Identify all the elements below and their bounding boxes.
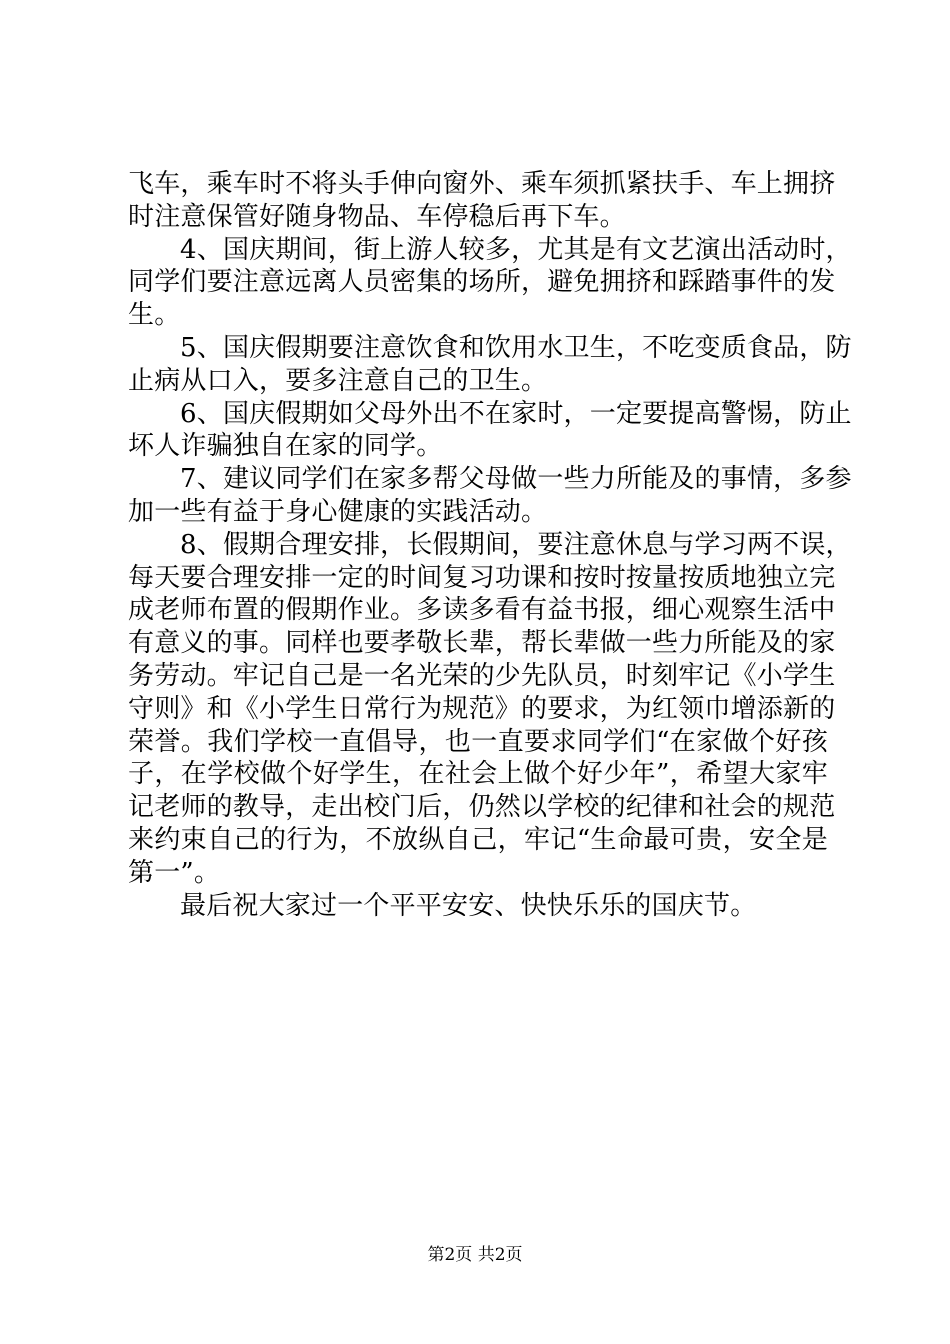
page-footer — [0, 1244, 950, 1266]
text-line: 止病从口入，要多注意自己的卫生。 — [128, 365, 548, 396]
text-line: 8、假期合理安排，长假期间，要注意休息与学习两不误， — [180, 529, 852, 560]
text-line: 加一些有益于身心健康的实践活动。 — [128, 496, 548, 527]
document-body — [128, 168, 852, 922]
text-line: 坏人诈骗独自在家的同学。 — [128, 431, 443, 462]
text-line: 记老师的教导，走出校门后，仍然以学校的纪律和社会的规范 — [128, 792, 836, 823]
text-line: 第一”。 — [128, 857, 221, 888]
text-line: 守则》和《小学生日常行为规范》的要求，为红领巾增添新的 — [128, 693, 836, 724]
text-line: 6、国庆假期如父母外出不在家时，一定要提高警惕，防止 — [180, 398, 852, 429]
paragraph — [128, 463, 852, 529]
paragraph — [128, 168, 836, 234]
text-line: 同学们要注意远离人员密集的场所，避免拥挤和踩踏事件的发 — [128, 267, 836, 298]
paragraph — [128, 890, 828, 923]
text-line: 5、国庆假期要注意饮食和饮用水卫生，不吃变质食品，防 — [180, 332, 852, 363]
page-number: 第2页 共2页 — [427, 1245, 523, 1265]
text-line: 有意义的事。同样也要孝敬长辈，帮长辈做一些力所能及的家 — [128, 628, 836, 659]
text-line: 荣誉。我们学校一直倡导，也一直要求同学们“在家做个好孩 — [128, 726, 828, 757]
text-line: 生。 — [128, 300, 181, 331]
paragraph — [128, 398, 852, 464]
text-line: 务劳动。牢记自己是一名光荣的少先队员，时刻牢记《小学生 — [128, 660, 836, 691]
text-line: 子，在学校做个好学生，在社会上做个好少年”，希望大家牢 — [128, 759, 828, 790]
text-line: 成老师布置的假期作业。多读多看有益书报，细心观察生活中 — [128, 595, 836, 626]
text-line: 4、国庆期间，街上游人较多，尤其是有文艺演出活动时， — [180, 234, 852, 265]
text-line: 7、建议同学们在家多帮父母做一些力所能及的事情，多参 — [180, 464, 852, 495]
text-line: 每天要合理安排一定的时间复习功课和按时按量按质地独立完 — [128, 562, 836, 593]
paragraph — [128, 234, 852, 332]
text-line: 时注意保管好随身物品、车停稳后再下车。 — [128, 201, 626, 232]
paragraph — [128, 332, 852, 398]
paragraph — [128, 529, 852, 890]
text-line: 来约束自己的行为，不放纵自己，牢记“生命最可贵，安全是 — [128, 824, 828, 855]
text-line: 飞车，乘车时不将头手伸向窗外、乘车须抓紧扶手、车上拥挤 — [128, 169, 836, 199]
text-line: 最后祝大家过一个平平安安、快快乐乐的国庆节。 — [180, 890, 757, 921]
